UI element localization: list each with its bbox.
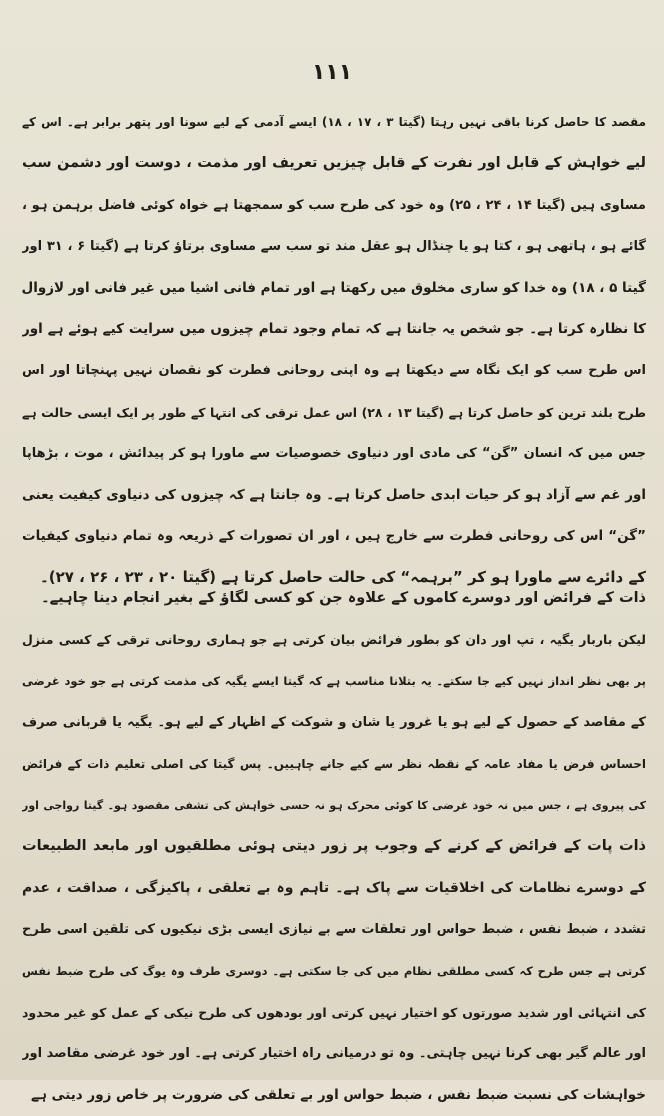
paragraph-2: [22, 578, 646, 1116]
text-line: کی پیروی ہے ، جس میں نہ خود غرضی کا کوئی محرک ہو نہ حسی خواہش کی تشفی مقصود ہو۔ گیتا رواجی اور: [22, 798, 646, 812]
text-line: کی انتہائی اور شدید صورتوں کو اختیار نہیں کرتی اور بودھوں کی طرح نیکی کے عمل کو غیر محدود: [22, 1004, 646, 1020]
text-line: ذات پات کے فرائض کے کرنے کے وجوب پر زور دیتی ہوئی مطلقیوں اور مابعد الطبیعات: [22, 838, 646, 855]
text-line: گیتا ۵ ، ۱۸) وہ خدا کو ساری مخلوق میں رکھتا ہے اور تمام فانی اشیا میں غیر فانی اور لازوال: [22, 279, 646, 296]
text-line: کا نظارہ کرتا ہے۔ جو شخص یہ جانتا ہے کہ تمام وجود تمام چیزوں میں سرایت کیے ہوئے ہے اور: [22, 320, 646, 337]
text-line: مقصد کا حاصل کرنا باقی نہیں رہتا (گیتا ۳ ، ۱۷ ، ۱۸) ایسے آدمی کے لیے سونا اور پتھر برابر ہے۔ اس کے: [22, 115, 646, 129]
text-line: جس میں کہ انسان ”گن“ کی مادی اور دنیاوی خصوصیات سے ماورا ہو کر پیدائش ، موت ، بڑھاپا: [22, 446, 646, 462]
text-line: تشدد ، ضبط نفس ، ضبط حواس اور تعلقات سے بے نیازی ایسی بڑی نیکیوں کی تلقین اسی طرح: [22, 922, 646, 938]
text-line: ”گن“ اس کی روحانی فطرت سے خارج ہیں ، اور ان تصورات کے ذریعہ وہ تمام دنیاوی کیفیات: [22, 527, 646, 544]
text-line: خواہشات کی نسبت ضبط نفس ، ضبط حواس اور بے تعلقی کی ضرورت پر خاص زور دیتی ہے: [31, 1086, 646, 1103]
text-line: اس طرح سب کو ایک نگاہ سے دیکھتا ہے وہ اپنی روحانی فطرت کو نقصان نہیں پہنچاتا اور اس: [22, 363, 646, 379]
text-line: اور غم سے آزاد ہو کر حیات ابدی حاصل کرتا ہے۔ وہ جانتا ہے کہ چیزوں کی دنیاوی کیفیت یعنی: [22, 486, 646, 503]
text-line: طرح بلند ترین کو حاصل کرتا ہے (گیتا ۱۳ ، ۲۸) اس عمل ترقی کی انتہا کے طور پر ایک ایسی حالت ہے: [22, 404, 646, 420]
text-line: کرتی ہے جس طرح کہ کسی مطلقی نظام میں کی جا سکتی ہے۔ دوسری طرف وہ یوگ کی طرح ضبط نفس: [22, 963, 646, 978]
text-line: پر بھی نظر انداز نہیں کیے جا سکتے۔ یہ بتلانا مناسب ہے کہ گیتا ایسے یگیہ کی مذمت کرتی ہے جو خود غرضی: [22, 673, 646, 688]
text-line: اور عالم گیر بھی کرنا نہیں چاہتی۔ وہ تو درمیانی راہ اختیار کرتی ہے۔ اور خود غرضی مقاصد اور: [22, 1046, 646, 1062]
text-line: مساوی ہیں (گیتا ۱۴ ، ۲۴ ، ۲۵) وہ خود کی طرح سب کو سمجھتا ہے خواہ کوئی فاضل برہمن ہو ،: [22, 197, 646, 213]
text-line: احساس فرض یا مفاد عامہ کے نقطہ نظر سے کیے جانے چاہییں۔ پس گیتا کی اصلی تعلیم ذات کے فرائض: [22, 756, 646, 771]
text-line: کے دوسرے نظامات کی اخلاقیات سے پاک ہے۔ تاہم وہ بے تعلقی ، پاکیزگی ، صداقت ، عدم: [22, 879, 646, 896]
text-line: گائے ہو ، ہاتھی ہو ، کتا ہو یا چنڈال ہو عقل مند تو سب سے مساوی برتاؤ کرتا ہے (گیتا ۶ ، ۳۱ اور: [22, 239, 646, 255]
text-line: کے دائرے سے ماورا ہو کر ”برہمہ“ کی حالت حاصل کرتا ہے (گیتا ۲۰ ، ۲۳ ، ۲۶ ، ۲۷)۔: [39, 568, 646, 587]
text-line: کے مقاصد کے حصول کے لیے ہو یا غرور یا شان و شوکت کے اظہار کے لیے ہو۔ یگیہ یا قربانی صرف: [22, 715, 646, 731]
text-line: لیکن باربار یگیہ ، تپ اور دان کو بطور فرائض بیان کرتی ہے جو ہماری روحانی ترقی کے کسی منزل: [22, 632, 646, 648]
paragraph-1: [22, 102, 646, 599]
text-line: ذات کے فرائض اور دوسرے کاموں کے علاوہ جن کو کسی لگاؤ کے بغیر انجام دینا چاہیے۔: [41, 590, 646, 606]
text-line: لیے خواہش کے قابل اور نفرت کے قابل چیزیں تعریف اور مذمت ، دوست اور دشمن سب: [22, 155, 646, 172]
page-number: ۱۱۱: [311, 60, 353, 85]
